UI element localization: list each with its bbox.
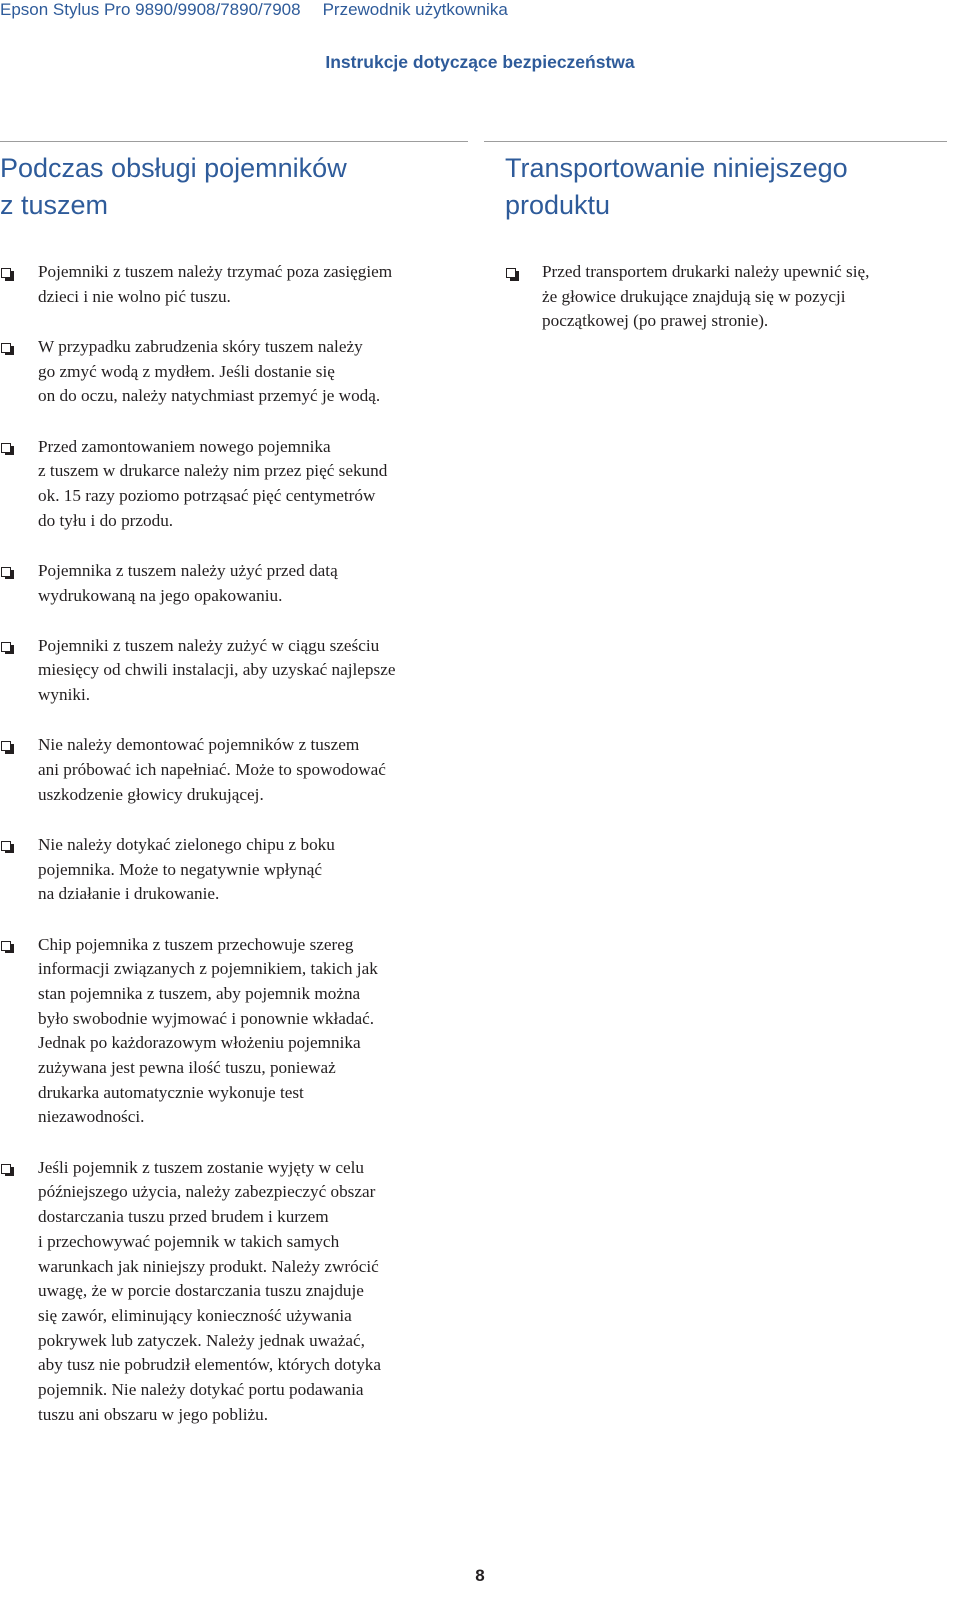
transport-safety-list: [505, 260, 945, 334]
page-number: 8: [475, 1566, 485, 1585]
checkbox-bullet-icon: [1, 642, 11, 652]
checkbox-bullet-icon: [1, 343, 11, 353]
section-heading-ink-cartridges: Podczas obsługi pojemników z tuszem: [0, 153, 347, 220]
list-item: [0, 933, 468, 1131]
left-column-rule: [0, 141, 468, 142]
right-column: [505, 150, 945, 360]
list-item: [505, 260, 945, 334]
checkbox-bullet-icon: [1, 741, 11, 751]
list-item: [0, 260, 468, 309]
list-item: [0, 335, 468, 409]
left-column: [0, 150, 468, 1453]
list-item: [0, 733, 468, 807]
checkbox-bullet-icon: [1, 841, 11, 851]
list-item-text: Jeśli pojemnik z tuszem zostanie wyjęty w celu późniejszego użycia, należy zabezpieczyć obszar dostarczania tuszu przed brudem i kurzem i przechowywać pojemnik w takich samych warunkach jak niniejszy produkt. Należy zwrócić uwagę, że w porcie dostarczania tuszu znajduje się zawór, eliminujący konieczność używania pokrywek lub zatyczek. Należy jednak uważać, aby tusz nie pobrudził elementów, których dotyka pojemnik. Nie należy dotykać portu podawania tuszu ani obszaru w jego pobliżu.: [38, 1157, 382, 1424]
list-item-text: Nie należy dotykać zielonego chipu z boku pojemnika. Może to negatywnie wpłynąć na działanie i drukowanie.: [38, 834, 335, 904]
product-name: Epson Stylus Pro 9890/9908/7890/7908: [0, 0, 301, 19]
list-item: [0, 559, 468, 608]
right-column-rule: [484, 141, 947, 142]
list-item-text: Nie należy demontować pojemników z tuszem ani próbować ich napełniać. Może to spowodować uszkodzenie głowicy drukującej.: [38, 735, 386, 804]
checkbox-bullet-icon: [1, 941, 11, 951]
list-item-text: Chip pojemnika z tuszem przechowuje szereg informacji związanych z pojemnikiem, takich jak stan pojemnika z tuszem, aby pojemnik można było swobodnie wyjmować i ponownie wkładać. Jednak po każdorazowym włożeniu pojemnika zużywana jest pewna ilość tuszu, ponieważ drukarka automatycznie wykonuje test niezawodności.: [38, 934, 378, 1127]
list-item: [0, 833, 468, 907]
checkbox-bullet-icon: [1, 443, 11, 453]
list-item: [0, 634, 468, 708]
list-item: [0, 435, 468, 534]
list-item-text: Pojemnika z tuszem należy użyć przed datą wydrukowaną na jego opakowaniu.: [38, 560, 338, 605]
checkbox-bullet-icon: [1, 1164, 11, 1174]
running-header: [0, 0, 508, 20]
list-item-text: Przed zamontowaniem nowego pojemnika z tuszem w drukarce należy nim przez pięć sekund ok. 15 razy poziomo potrząsać pięć centymetrów do tyłu i do przodu.: [38, 436, 388, 530]
list-item-text: Pojemniki z tuszem należy zużyć w ciągu sześciu miesięcy od chwili instalacji, aby uzyskać najlepsze wyniki.: [38, 635, 396, 705]
chapter-title: Instrukcje dotyczące bezpieczeństwa: [325, 52, 635, 72]
guide-title: Przewodnik użytkownika: [322, 0, 508, 19]
section-heading-transport: Transportowanie niniejszego produktu: [505, 153, 848, 220]
checkbox-bullet-icon: [506, 268, 516, 278]
checkbox-bullet-icon: [1, 268, 11, 278]
list-item: [0, 1156, 468, 1428]
checkbox-bullet-icon: [1, 567, 11, 577]
list-item-text: Przed transportem drukarki należy upewnić się, że głowice drukujące znajdują się w pozycji początkowej (po prawej stronie).: [542, 262, 870, 331]
ink-cartridge-safety-list: [0, 260, 468, 1427]
list-item-text: W przypadku zabrudzenia skóry tuszem należy go zmyć wodą z mydłem. Jeśli dostanie się on do oczu, należy natychmiast przemyć je wodą.: [38, 336, 381, 406]
list-item-text: Pojemniki z tuszem należy trzymać poza zasięgiem dzieci i nie wolno pić tuszu.: [38, 262, 393, 306]
